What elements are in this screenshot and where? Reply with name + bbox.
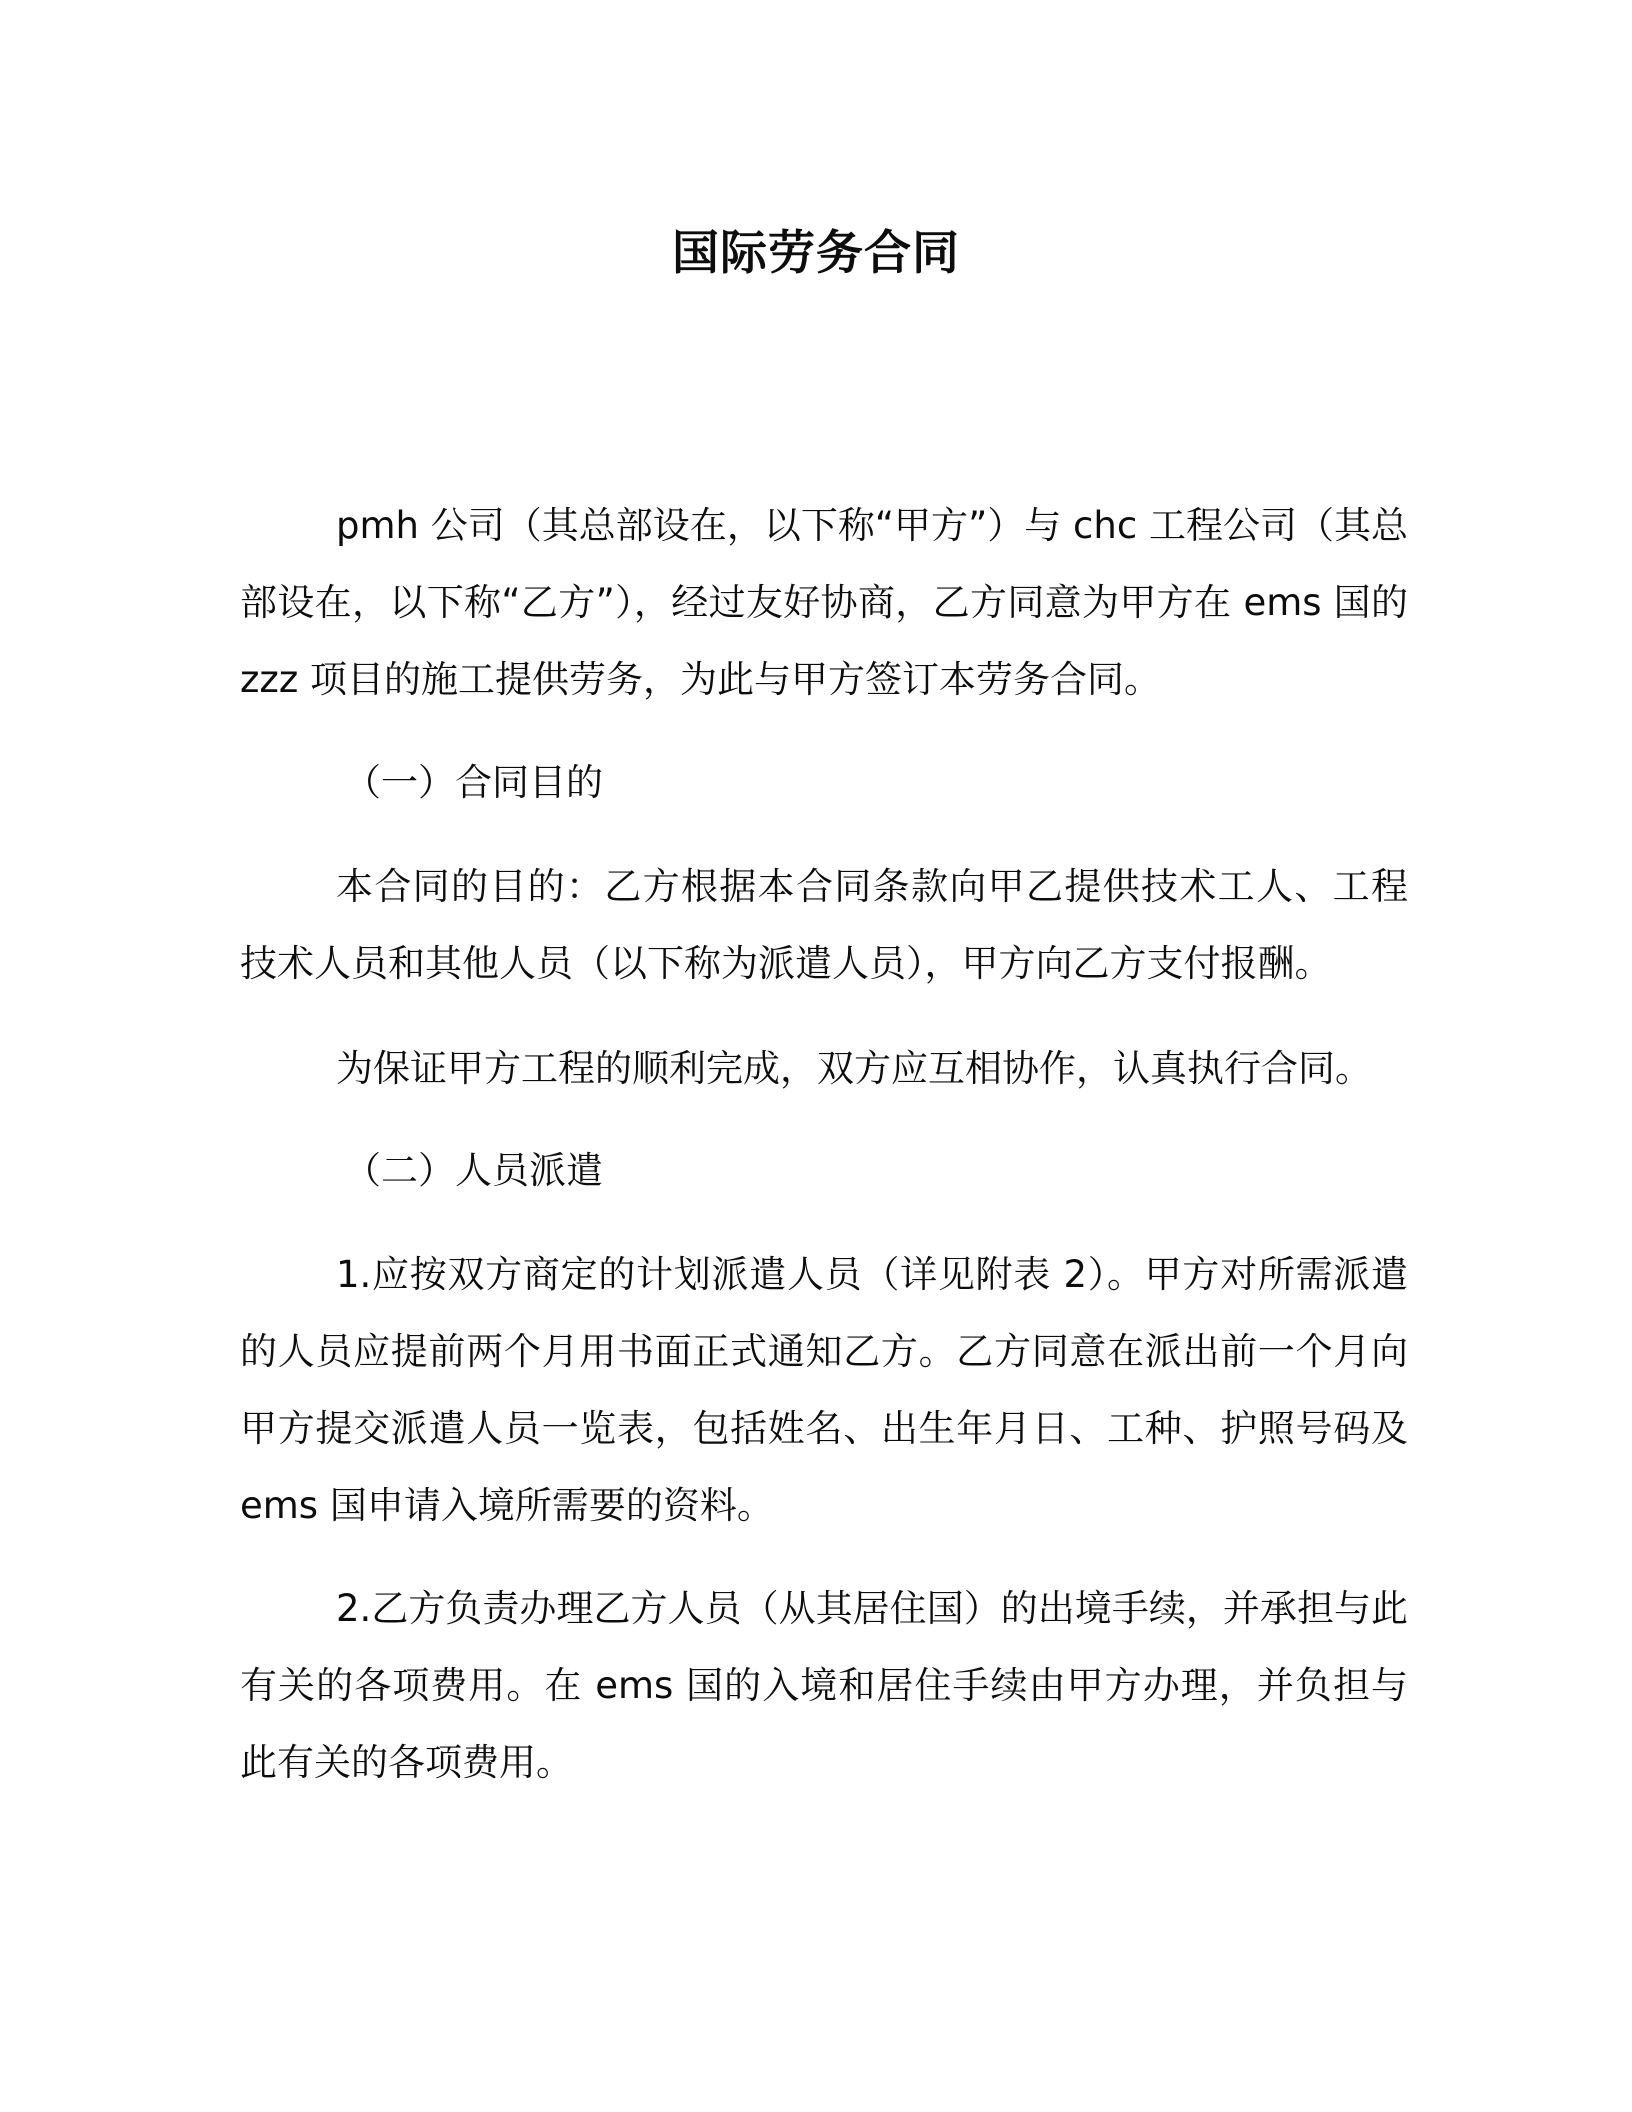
- intro-paragraph: pmh 公司（其总部设在，以下称“甲方”）与 chc 工程公司（其总部设在，以下称“乙方”），经过友好协商，乙方同意为甲方在 ems 国的 zzz 项目的施工提供劳务，为此与甲方签订本劳务合同。: [240, 504, 1408, 701]
- document-title: 国际劳务合同: [672, 226, 960, 281]
- dispatch-item-1: 1.应按双方商定的计划派遣人员（详见附表 2）。甲方对所需派遣的人员应提前两个月用书面正式通知乙方。乙方同意在派出前一个月向甲方提交派遣人员一览表，包括姓名、出生年月日、工种、护照号码及 ems 国申请入境所需要的资料。: [240, 1253, 1408, 1527]
- purpose-paragraph: 本合同的目的：乙方根据本合同条款向甲乙提供技术工人、工程技术人员和其他人员（以下称为派遣人员），甲方向乙方支付报酬。: [240, 865, 1408, 985]
- dispatch-item-2: 2.乙方负责办理乙方人员（从其居住国）的出境手续，并承担与此有关的各项费用。在 ems 国的入境和居住手续由甲方办理，并负担与此有关的各项费用。: [240, 1587, 1408, 1784]
- section-heading-dispatch: （二）人员派遣: [344, 1149, 603, 1192]
- cooperation-paragraph: 为保证甲方工程的顺利完成，双方应互相协作，认真执行合同。: [336, 1047, 1372, 1090]
- section-heading-purpose: （一）合同目的: [344, 761, 603, 804]
